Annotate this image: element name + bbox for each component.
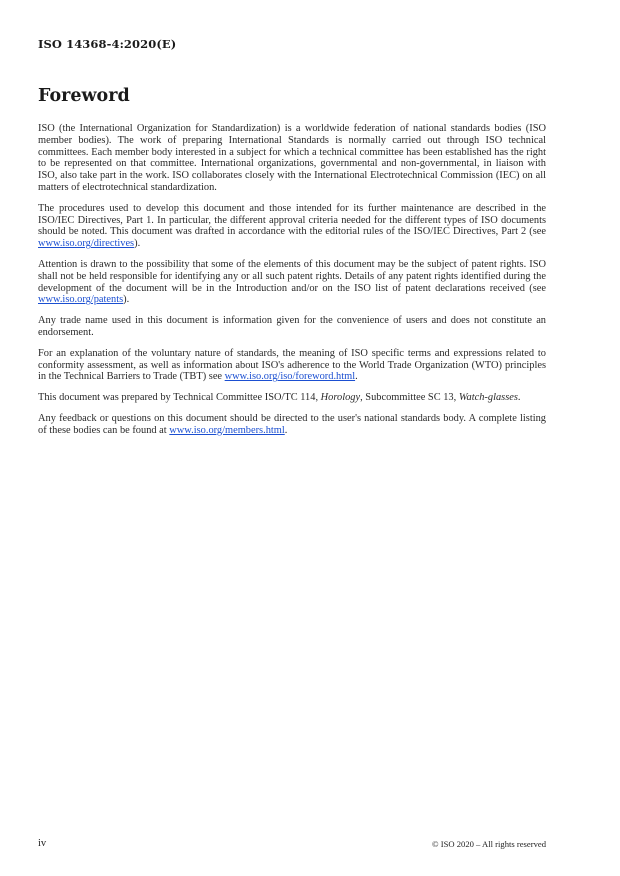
paragraph-text: ). bbox=[123, 294, 130, 306]
paragraph-text: For an explanation of the voluntary nature of standards, the meaning of ISO specific terms and expressions related to conformity assessment, as well as information about ISO's adherence to the World Trade Organization (WTO) principles in the Technical Barriers to Trade (TBT) see bbox=[38, 347, 546, 383]
page-number: iv bbox=[38, 838, 47, 849]
paragraph-committee bbox=[38, 392, 546, 404]
paragraph-text: . bbox=[517, 392, 521, 404]
paragraph-text: Any trade name used in this document is information given for the convenience of users and does not constitute an endorsement. bbox=[38, 315, 546, 338]
paragraph-text: Attention is drawn to the possibility that some of the elements of this document may be the subject of patent rights. ISO shall not be held responsible for identifying any or all such patent rights. Details of any patent rights identified during the development of the document will be in the Introduction and/or on the ISO list of patent declarations received (see bbox=[38, 258, 546, 294]
page-title: Foreword bbox=[38, 86, 130, 106]
paragraph-voluntary-nature bbox=[38, 348, 546, 383]
document-id: ISO 14368-4:2020(E) bbox=[38, 37, 177, 51]
subcommittee-title: Watch-glasses bbox=[458, 392, 518, 404]
foreword-body bbox=[38, 123, 546, 446]
patents-link[interactable]: www.iso.org/patents bbox=[38, 294, 124, 306]
paragraph-feedback bbox=[38, 413, 546, 437]
paragraph-text: , Subcommittee SC 13, bbox=[360, 392, 459, 404]
paragraph-text: ISO (the International Organization for Standardization) is a worldwide federation of national standards bodies (ISO member bodies). The work of preparing International Standards is normally carried out through ISO technical committees. Each member body interested in a subject for which a technical committee has been established has the right to be represented on that committee. International organizations, governmental and non-governmental, in liaison with ISO, also take part in the work. ISO collaborates closely with the International Electrotechnical Commission (IEC) on all matters of electrotechnical standardization. bbox=[38, 123, 546, 193]
paragraph-text: This document was prepared by Technical Committee ISO/TC 114, bbox=[38, 392, 321, 404]
paragraph-text: . bbox=[284, 424, 288, 436]
paragraph-text: The procedures used to develop this document and those intended for its further maintenance are described in the ISO/IEC Directives, Part 1. In particular, the different approval criteria needed for the different types of ISO documents should be noted. This document was drafted in accordance with the editorial rules of the ISO/IEC Directives, Part 2 (see bbox=[38, 202, 546, 238]
paragraph-patents bbox=[38, 259, 546, 306]
members-link[interactable]: www.iso.org/members.html bbox=[169, 424, 285, 436]
paragraph-iso-federation bbox=[38, 123, 546, 194]
copyright-notice: © ISO 2020 – All rights reserved bbox=[432, 839, 546, 849]
paragraph-text: . bbox=[355, 371, 358, 383]
committee-title: Horology bbox=[320, 392, 361, 404]
foreword-link[interactable]: www.iso.org/iso/foreword.html bbox=[224, 371, 356, 383]
paragraph-text: Any feedback or questions on this document should be directed to the user's national standards body. A complete listing of these bodies can be found at bbox=[38, 412, 546, 436]
paragraph-text: ). bbox=[134, 238, 141, 250]
paragraph-trade-name bbox=[38, 315, 546, 339]
directives-link[interactable]: www.iso.org/directives bbox=[38, 238, 135, 250]
paragraph-procedures bbox=[38, 203, 546, 250]
